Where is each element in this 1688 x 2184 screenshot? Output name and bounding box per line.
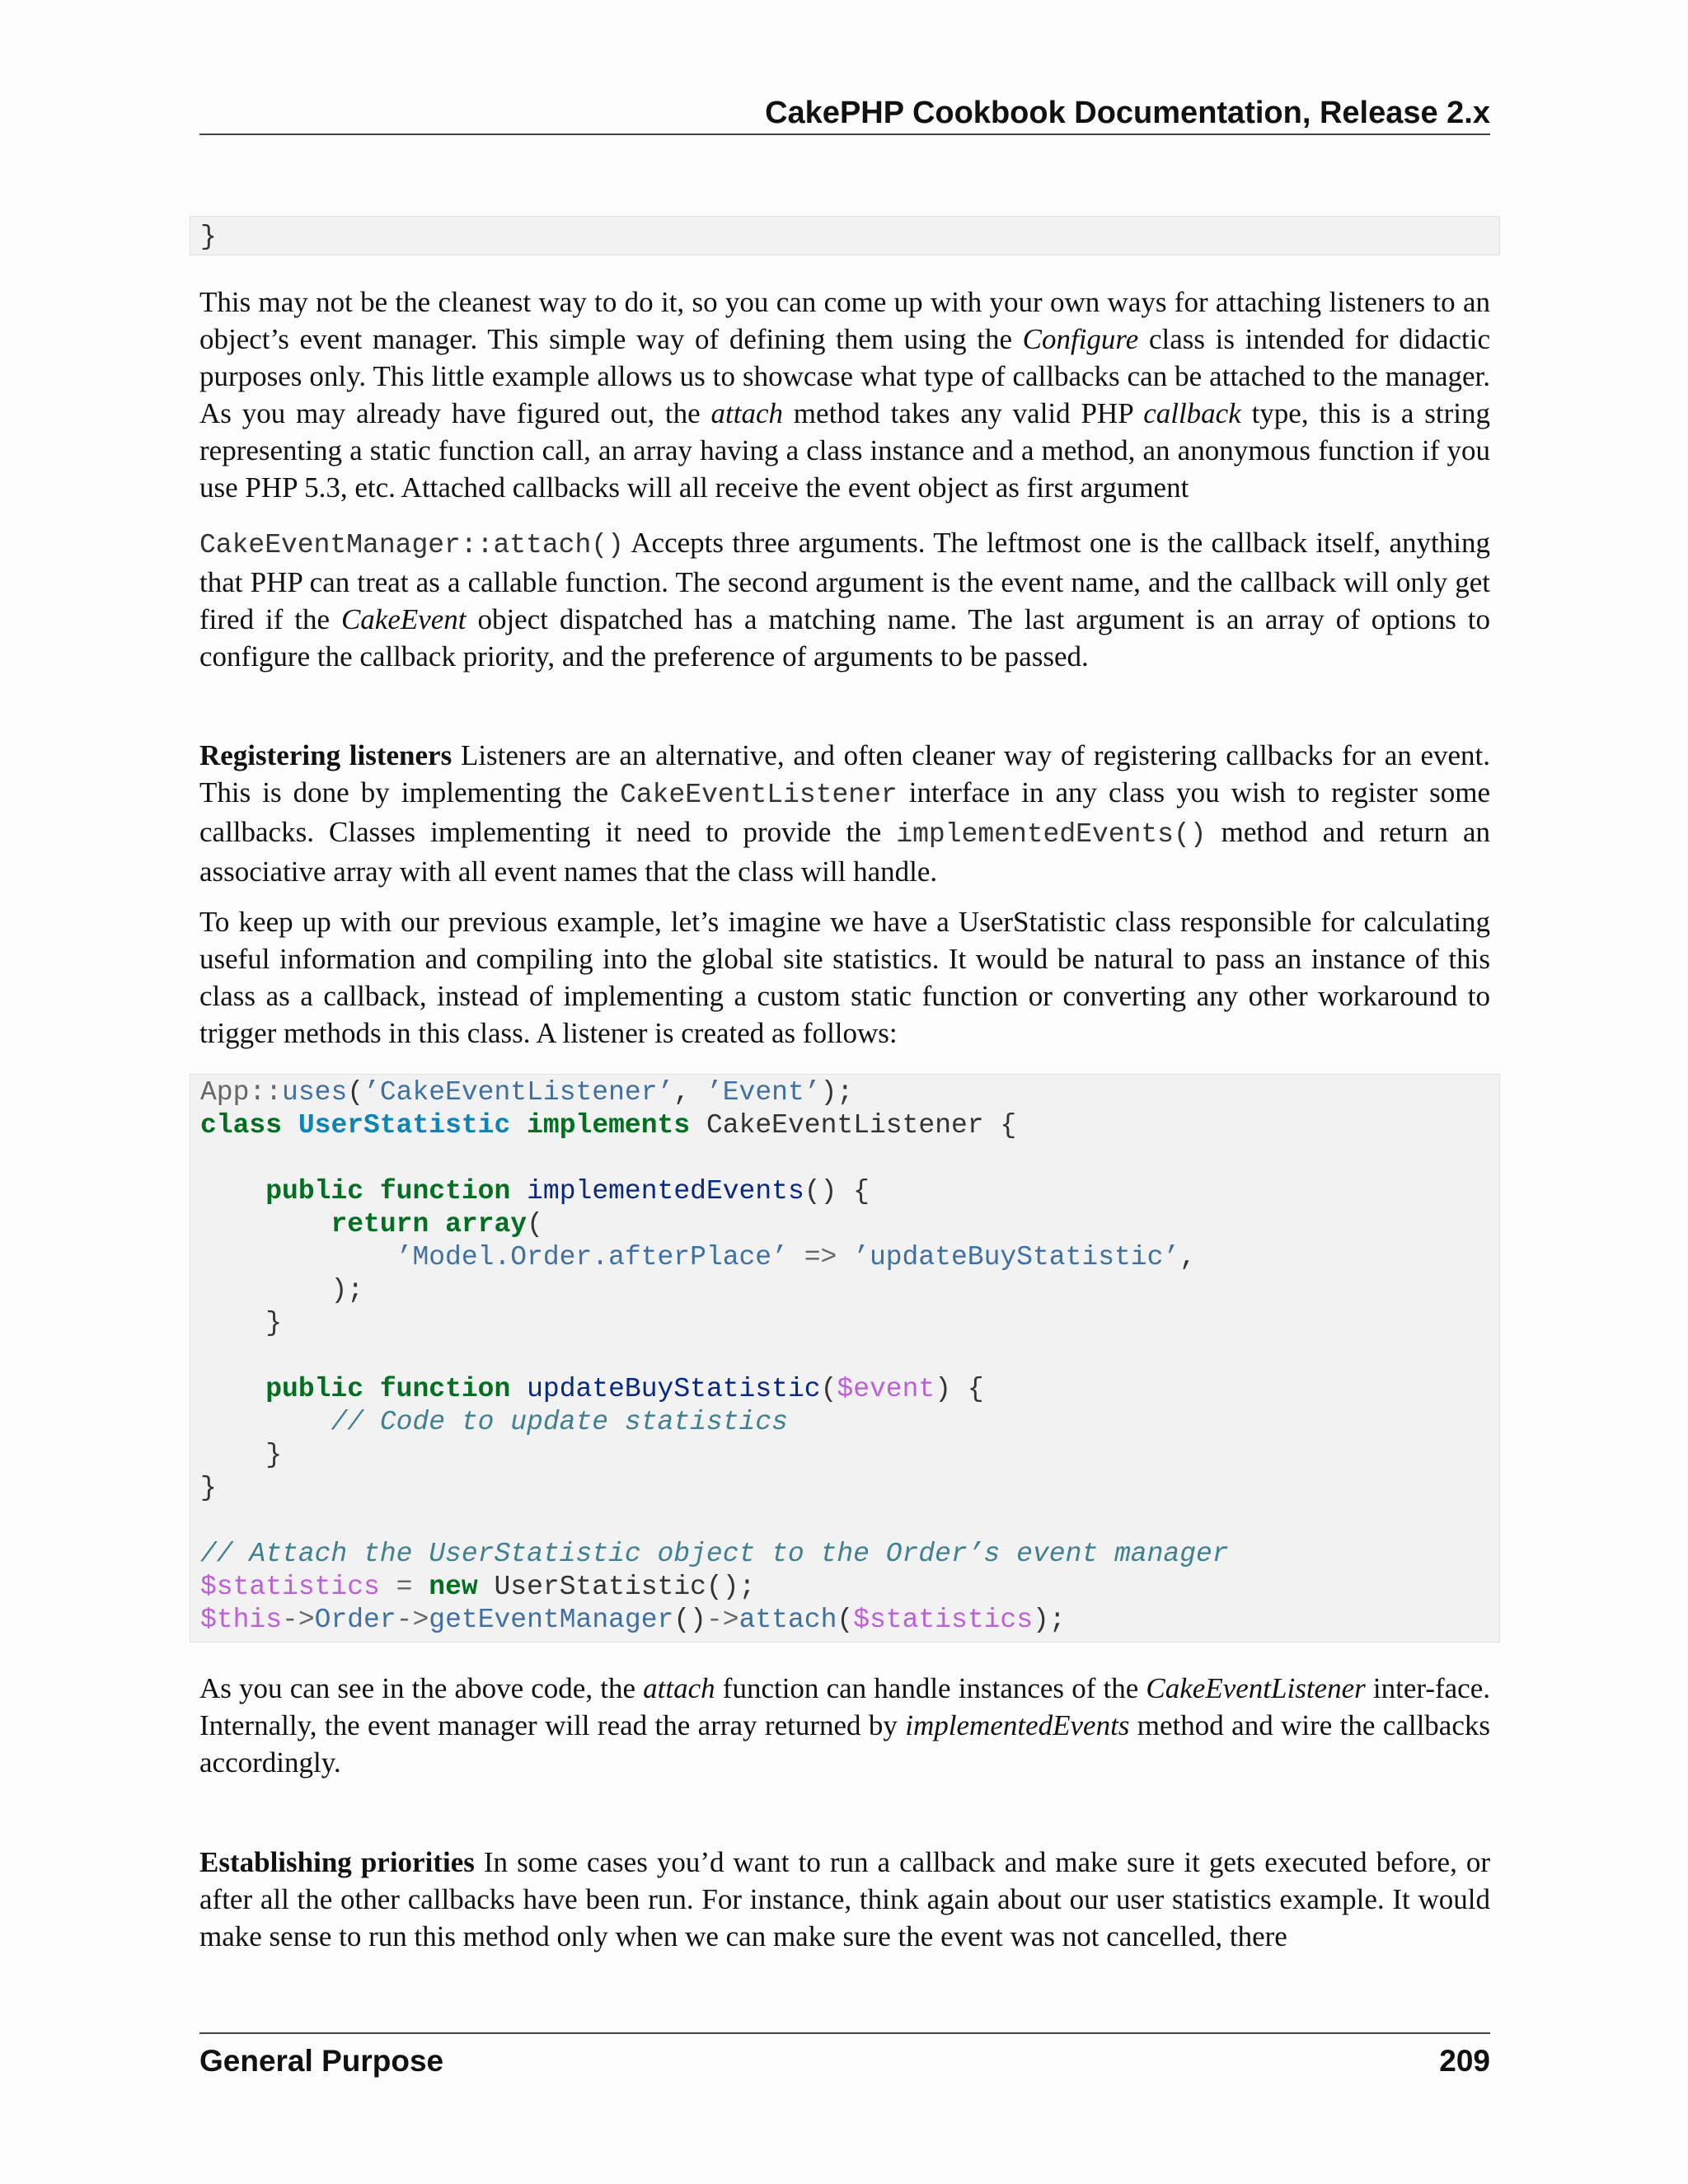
code-listing (200, 1076, 1499, 1637)
code-comment: // Code to update statistics (331, 1407, 788, 1437)
code-token: CakeEventListener { (690, 1110, 1017, 1141)
emphasis: attach (643, 1672, 715, 1704)
code-token: implements (527, 1110, 691, 1141)
code-token: public (265, 1374, 364, 1404)
code-token: ( (820, 1374, 837, 1404)
inline-code: CakeEventManager::attach() (199, 530, 624, 560)
code-token: return (331, 1209, 429, 1240)
running-footer (199, 2042, 1490, 2080)
code-token: -> (706, 1605, 739, 1635)
footer-section-title: General Purpose (199, 2044, 444, 2078)
text: method takes any valid PHP (783, 397, 1144, 429)
code-token: new (429, 1572, 478, 1602)
text: method and wire the callbacks accordingly. (199, 1709, 1490, 1779)
code-token: ( (347, 1077, 364, 1108)
code-token: getEventManager (429, 1605, 674, 1635)
text: method and return an associative array with all event names that the class will handle. (199, 816, 1490, 888)
code-block-listener (190, 1074, 1500, 1643)
text: class is intended for didactic purposes only. This little example allows us to showcase what type of callbacks can be attached to the manager. As you may already have figured out, the (199, 323, 1490, 429)
code-token: ); (1033, 1605, 1066, 1635)
paragraph-listener-example: To keep up with our previous example, let’s imagine we have a UserStatistic class responsible for calculating useful information and compiling into the global site statistics. It would be natural to pass an instance of this class as a callback, instead of implementing a custom static function or converting any other workaround to trigger methods in this class. A listener is created as follows: (199, 906, 1490, 1049)
paragraph-registering-listeners (199, 737, 1490, 890)
code-token: ); (820, 1077, 854, 1108)
code-token: ( (837, 1605, 854, 1635)
paragraph-attach-arguments (199, 524, 1490, 675)
code-token: uses (282, 1077, 348, 1108)
code-token: UserStatistic(); (477, 1572, 756, 1602)
paragraph-attach-explained (199, 1670, 1490, 1781)
code-token: } (265, 1440, 283, 1470)
code-token: UserStatistic (298, 1110, 511, 1141)
code-block-continued (190, 216, 1500, 255)
code-token: function (379, 1374, 511, 1404)
running-header: CakePHP Cookbook Documentation, Release 2.x (765, 96, 1490, 130)
code-token: -> (282, 1605, 315, 1635)
code-token: $statistics (853, 1605, 1034, 1635)
code-token: ’updateBuyStatistic’ (853, 1242, 1180, 1272)
text: interface in any class you wish to register some callbacks. Classes implementing it need to provide the (199, 776, 1490, 848)
text: In some cases you’d want to run a callback and make sure it gets executed before, or after all the other callbacks have been run. For instance, think again about our user statistics example. It would make sense to run this method only when we can make sure the event was not cancelled, there (199, 1846, 1491, 1952)
emphasis: callback (1143, 397, 1241, 429)
code-token: public (265, 1176, 364, 1207)
code-token: $this (200, 1605, 283, 1635)
code-token: ); (331, 1275, 364, 1305)
code-line: } (200, 222, 217, 252)
code-token: ’CakeEventListener’ (363, 1077, 674, 1108)
text: As you can see in the above code, the (199, 1672, 644, 1704)
code-token: attach (738, 1605, 837, 1635)
run-in-heading: Establishing priorities (199, 1846, 475, 1878)
inline-code: implementedEvents() (896, 819, 1207, 850)
code-token: , (673, 1077, 706, 1108)
code-comment: // Attach the UserStatistic object to the Order’s event manager (200, 1539, 1229, 1569)
code-token: array (445, 1209, 528, 1240)
code-token: $event (837, 1374, 935, 1404)
code-token: ’Model.Order.afterPlace’ (396, 1242, 788, 1272)
text: This may not be the cleanest way to do it, so you can come up with your own ways for attaching listeners to an object’s event manager. This simple way of defining them using the (199, 286, 1490, 355)
page-number: 209 (1439, 2044, 1490, 2078)
code-token: ) { (935, 1374, 984, 1404)
footer-rule (199, 2032, 1490, 2034)
inline-code: CakeEventListener (620, 780, 898, 810)
emphasis: implementedEvents (905, 1709, 1130, 1741)
code-token: -> (396, 1605, 429, 1635)
emphasis: Configure (1022, 323, 1139, 355)
run-in-heading: Registering listeners (199, 739, 452, 771)
emphasis: attach (710, 397, 783, 429)
text: inter-face. Internally, the event manager will read the array returned by (199, 1672, 1490, 1741)
emphasis: CakeEvent (340, 603, 467, 635)
code-token: Order (314, 1605, 396, 1635)
text: Listeners are an alternative, and often cleaner way of registering callbacks for an event. This is done by implementing the (199, 739, 1491, 808)
code-token: ’Event’ (706, 1077, 821, 1108)
paragraph-attaching-listeners (199, 284, 1490, 506)
code-token: class (200, 1110, 283, 1141)
code-token: function (379, 1176, 511, 1207)
code-token: , (1179, 1242, 1197, 1272)
code-token: App:: (200, 1077, 283, 1108)
code-token: implementedEvents (527, 1176, 804, 1207)
emphasis: CakeEventListener (1146, 1672, 1366, 1704)
code-token: => (787, 1242, 854, 1272)
code-token: $statistics (200, 1572, 380, 1602)
code-token: ( (527, 1209, 543, 1240)
code-token: updateBuyStatistic (527, 1374, 821, 1404)
code-token: } (200, 1473, 217, 1503)
text: Accepts three arguments. The leftmost one is the callback itself, anything that PHP can treat as a callable function. The second argument is the event name, and the callback will only get fired if the (199, 527, 1490, 635)
code-token: } (265, 1308, 283, 1338)
paragraph-establishing-priorities (199, 1844, 1490, 1955)
code-token: () { (804, 1176, 870, 1207)
text: type, this is a string representing a static function call, an array having a class instance and a method, an anonymous function if you use PHP 5.3, etc. Attached callbacks will all receive the event object as first argument (199, 397, 1491, 504)
text: object dispatched has a matching name. The last argument is an array of options to configure the callback priority, and the preference of arguments to be passed. (199, 603, 1490, 673)
text: function can handle instances of the (715, 1672, 1146, 1704)
code-token: () (673, 1605, 706, 1635)
header-rule (199, 134, 1490, 135)
code-token: = (379, 1572, 429, 1602)
